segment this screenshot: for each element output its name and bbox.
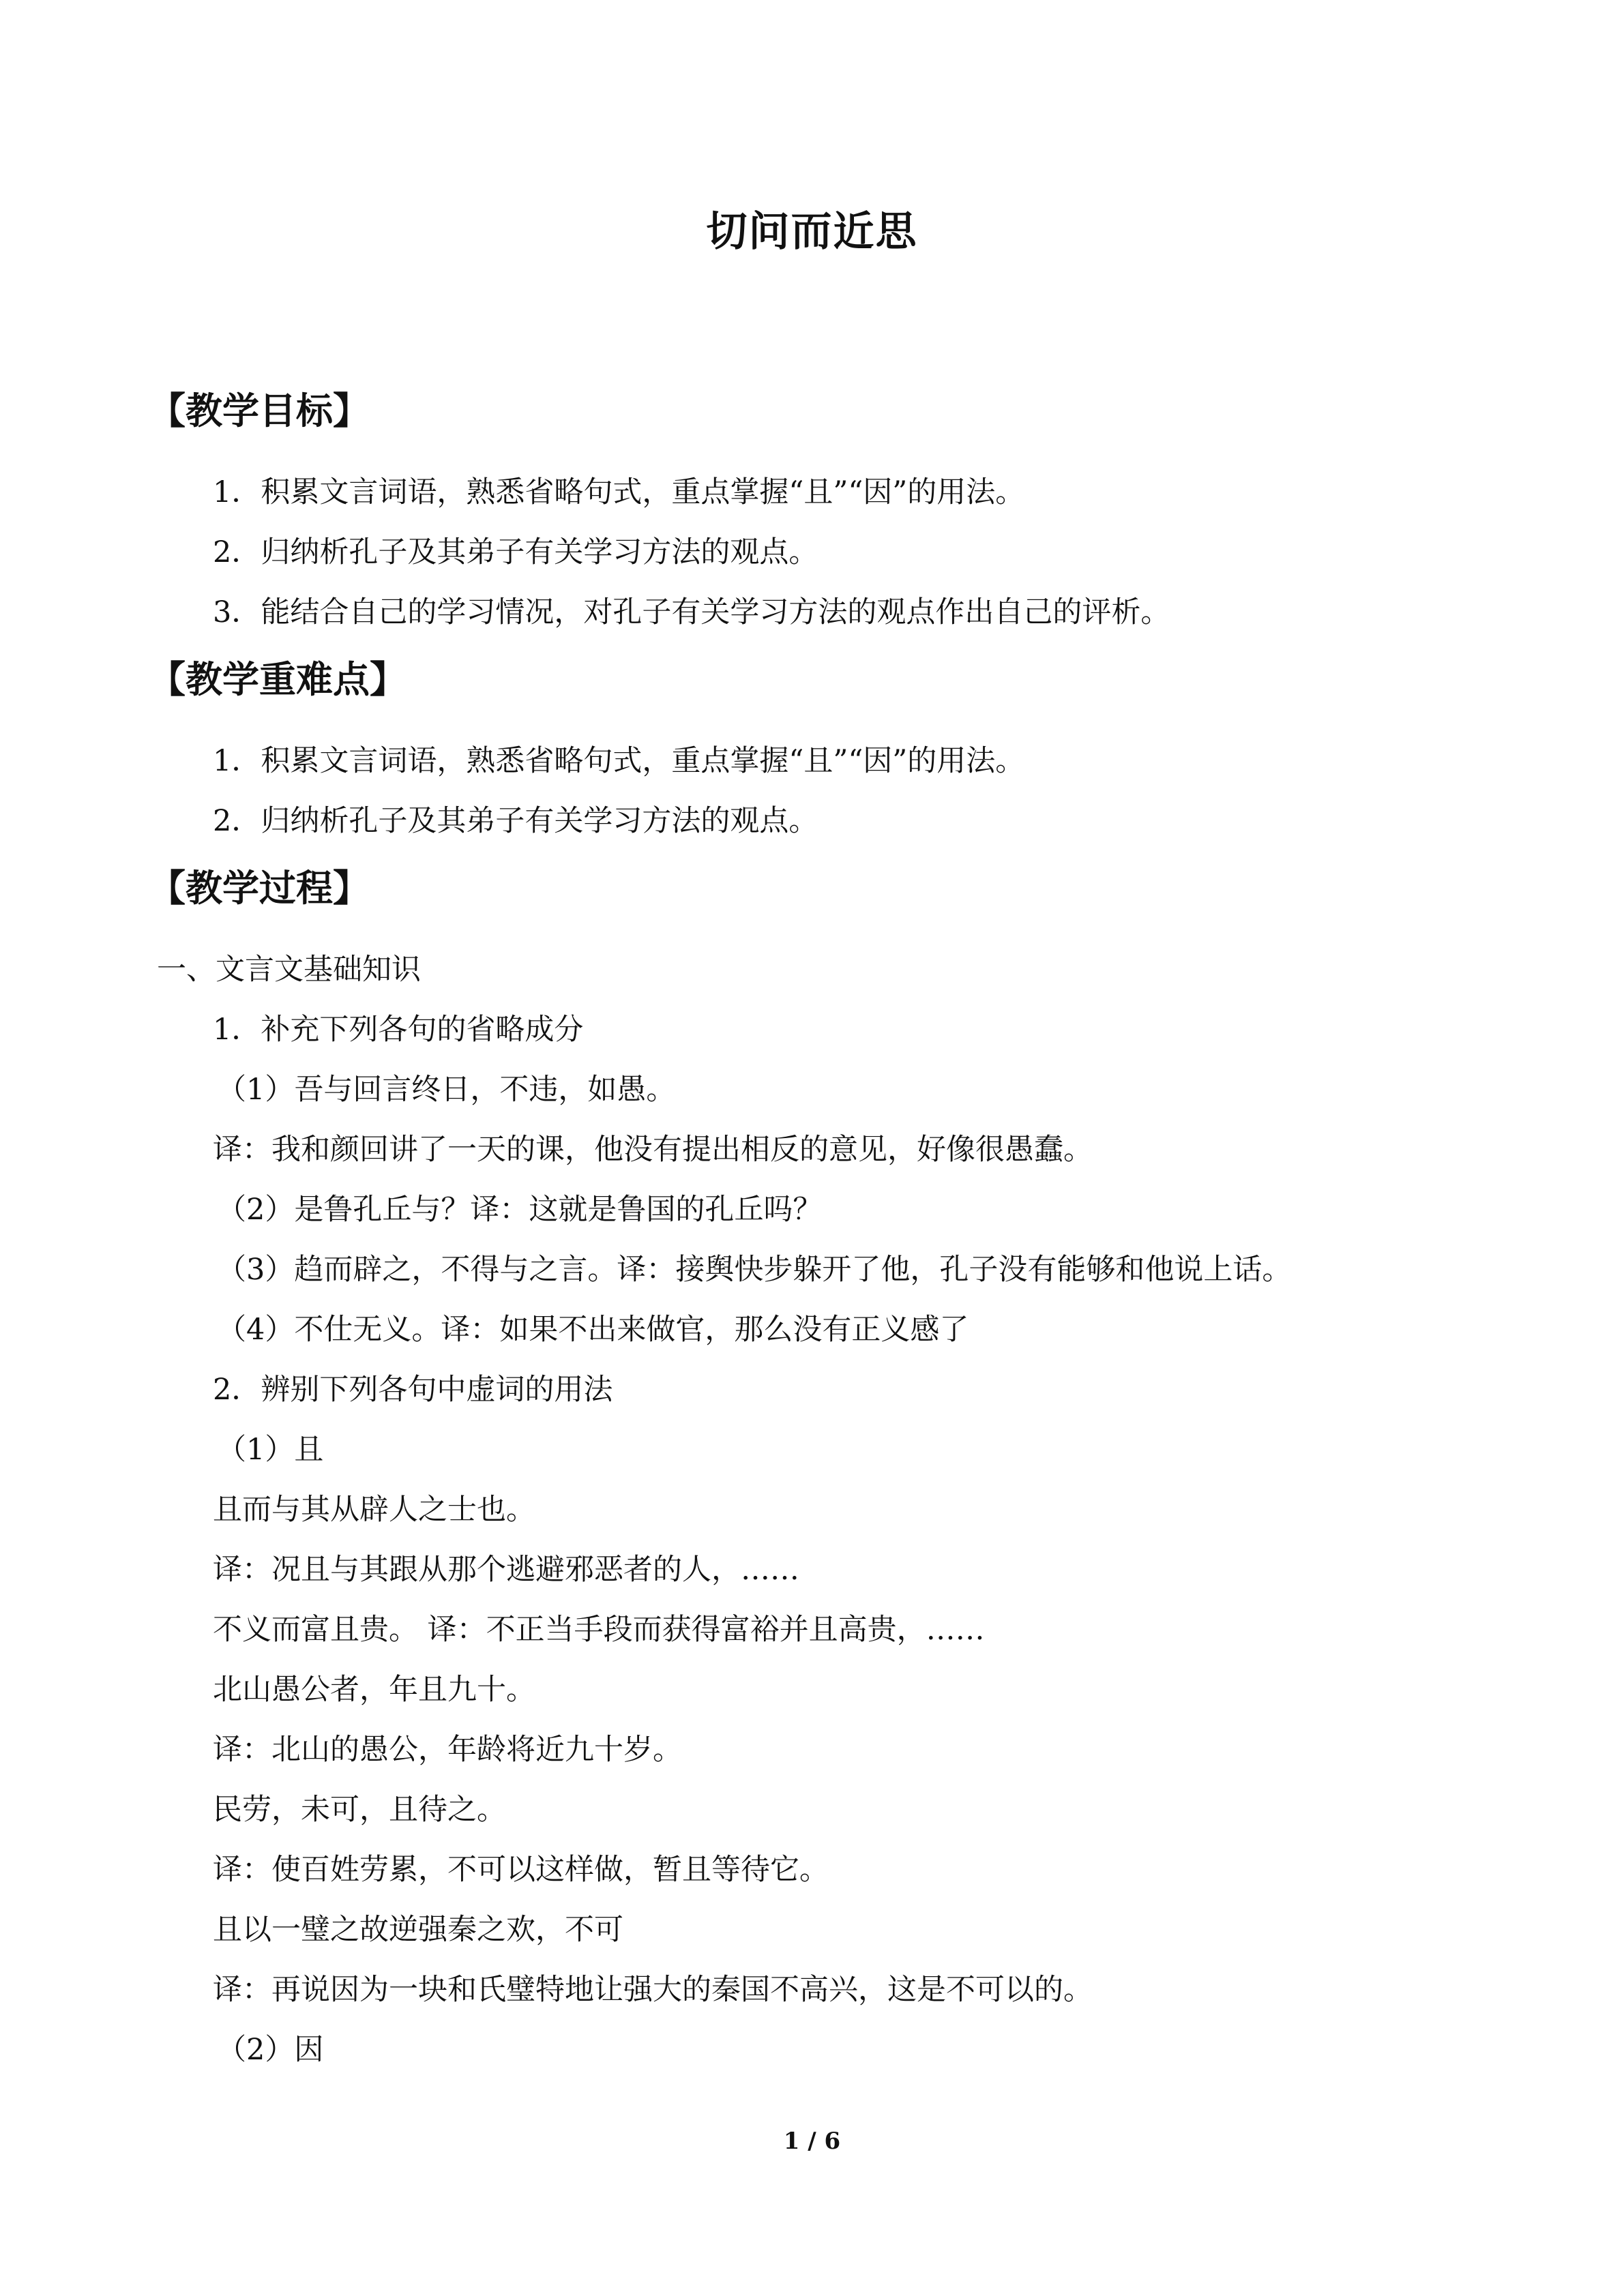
page-number: 1 / 6 <box>783 2128 841 2155</box>
example-4-translation: 译：使百姓劳累，不可以这样做，暂且等待它。 <box>213 1853 829 1887</box>
sentence-3: （3）趋而辟之，不得与之言。译：接舆快步躲开了他，孔子没有能够和他说上话。 <box>217 1253 1292 1287</box>
example-4: 民劳，未可，且待之。 <box>213 1793 506 1827</box>
heading-teaching-goals: 【教学目标】 <box>149 389 370 432</box>
example-3-translation: 译：北山的愚公，年龄将近九十岁。 <box>213 1733 682 1767</box>
word-yin: （2）因 <box>217 2033 324 2067</box>
page-title: 切问而近思 <box>706 208 918 256</box>
sentence-2: （2）是鲁孔丘与？译：这就是鲁国的孔丘吗？ <box>217 1193 823 1227</box>
key-point-item-2: 2．归纳析孔子及其弟子有关学习方法的观点。 <box>213 804 818 838</box>
example-5: 且以一璧之故逆强秦之欢，不可 <box>213 1913 623 1947</box>
example-5-translation: 译：再说因为一块和氏璧特地让强大的秦国不高兴，这是不可以的。 <box>213 1973 1093 2007</box>
key-point-item-1: 1．积累文言词语，熟悉省略句式，重点掌握“且”“因”的用法。 <box>213 744 1025 778</box>
heading-key-points: 【教学重难点】 <box>149 658 407 701</box>
sentence-1: （1）吾与回言终日，不违，如愚。 <box>217 1073 676 1107</box>
example-3: 北山愚公者，年且九十。 <box>213 1673 535 1707</box>
process-part-1: 一、文言文基础知识 <box>157 953 421 987</box>
example-1-translation: 译：况且与其跟从那个逃避邪恶者的人，…… <box>213 1553 799 1587</box>
example-1: 且而与其从辟人之士也。 <box>213 1493 535 1527</box>
process-sub-1: 1．补充下列各句的省略成分 <box>213 1013 584 1047</box>
sentence-1-translation: 译：我和颜回讲了一天的课，他没有提出相反的意见，好像很愚蠢。 <box>213 1133 1093 1167</box>
example-2: 不义而富且贵。 译：不正当手段而获得富裕并且高贵，…… <box>213 1613 985 1647</box>
goal-item-2: 2．归纳析孔子及其弟子有关学习方法的观点。 <box>213 535 818 569</box>
process-sub-2: 2．辨别下列各句中虚词的用法 <box>213 1373 613 1407</box>
goal-item-1: 1．积累文言词语，熟悉省略句式，重点掌握“且”“因”的用法。 <box>213 475 1025 509</box>
word-qie: （1）且 <box>217 1433 324 1467</box>
sentence-4: （4）不仕无义。译：如果不出来做官，那么没有正义感了 <box>217 1313 969 1347</box>
goal-item-3: 3．能结合自己的学习情况，对孔子有关学习方法的观点作出自己的评析。 <box>213 595 1170 629</box>
heading-teaching-process: 【教学过程】 <box>149 867 370 910</box>
